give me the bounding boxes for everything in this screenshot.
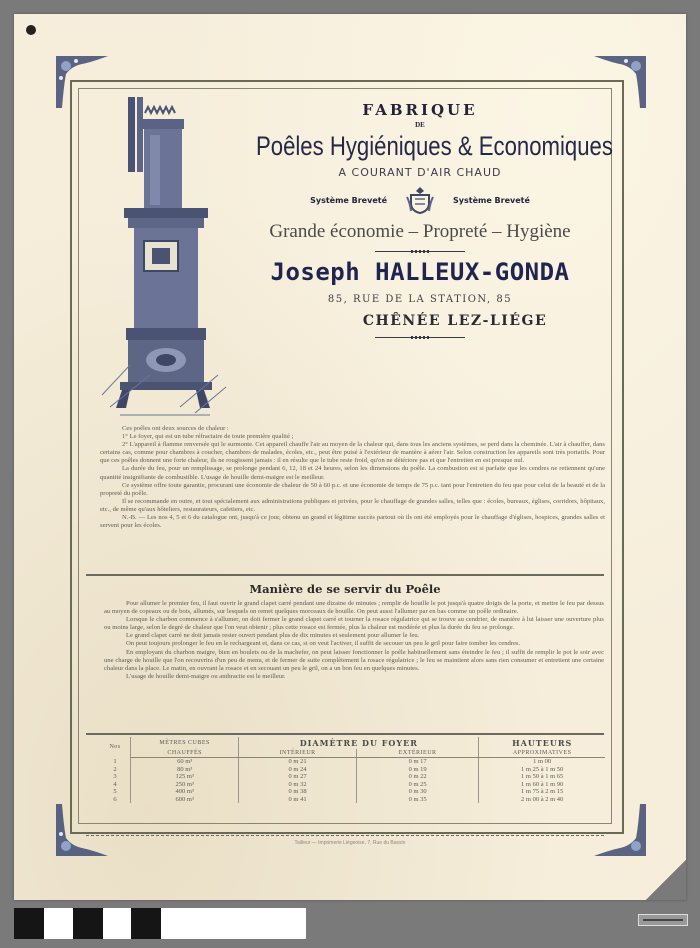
paragraph: Lorsque le charbon commence à s'allumer, on doit fermer le grand clapet carré et tourner la rosace régulatrice qui se trouve au cendrier, de manière à lui laisser une ouverture plus ou moins large, selon le degré de chaleur que l'on veut obtenir ; plus cette rosace est fermée, plus la chaleur est modérée et plus la durée du feu se prolonge. [104, 616, 604, 632]
paragraph: En employant du charbon maigre, bien en boulets ou de la machefer, on peut laisser fonctionner le poêle habituellement sans éteindre le feu ; il suffit de remplir le pot le soir avec une charge de houille que l'on recouvrira d'un peu de menu, et de fermer de suite complètement la rosace régulatrice ; le feu se maintient alors sans rien consumer et entretient une certaine chaleur dans la place. Le matin, en ouvrant la rosace et en secouant un peu le gril, on a un bon feu en quelques minutes. [104, 648, 604, 672]
cell-inner: 0 m 27 [239, 773, 357, 781]
cell-height: 1 m 50 à 1 m 65 [521, 773, 564, 780]
paragraph: Pour allumer le premier feu, il faut ouvrir le grand clapet carré pendant une dizaine de minutes ; remplir de houille le pot jusqu'à quatre doigts de la porte, et mettre le feu par dessus au moyen de copeaux ou de bois, allumés, sur lesquels on remet quelques morceaux de houille. On peut aussi l'allumer par en bas comme un poêle ordinaire. [104, 600, 604, 616]
table-row [100, 766, 605, 774]
paragraph: 2° L'appareil à flamme renversée qui le surmonte. Cet appareil chauffe l'air au moyen de la chaleur qui, dans tous les anciens systèmes, se perd dans la cheminée. L'air à chauffer, dans certains cas, comme pour chambres à coucher, chambres de malades, écoles, etc., peut être puisé à l'extérieur de manière à aérer l'air. Selon construction les appareils sont très portatifs. Pour que ces poêles donnent une forte chaleur, ils ne rougissent jamais : il en résulte que le tube reste froid, qu'on ne détériore pas et que l'entretien en est presque nul. [100, 441, 605, 465]
cell-inner: 0 m 24 [239, 766, 357, 774]
paragraph: N.-B. — Les nos 4, 5 et 6 du catalogue ont, jusqu'à ce jour, obtenu un grand et légitime succès partout où ils ont été employés pour le chauffage d'églises, hospices, grandes salles et servent pour les écoles. [100, 514, 605, 530]
cell-volume: 600 m³ [131, 796, 239, 804]
scale-segment [131, 908, 161, 939]
stove-illustration [100, 95, 230, 420]
usage-text [104, 600, 604, 681]
punch-hole [26, 25, 36, 35]
table-divider [86, 733, 604, 735]
scale-segment [73, 908, 103, 939]
paragraph: 1° Le foyer, qui est un tube réfractaire de toute première qualité ; [122, 433, 294, 441]
divider [375, 337, 465, 338]
product-title: Poêles Hygiéniques & Economiques [256, 131, 613, 161]
maker-name: Joseph HALLEUX-GONDA [270, 258, 570, 286]
cell-no: 5 [100, 788, 131, 796]
cell-outer: 0 m 30 [356, 788, 478, 796]
cell-height: 1 m 00 [533, 758, 552, 765]
cell-inner: 0 m 41 [239, 796, 357, 804]
color-scale-bar [14, 908, 306, 939]
paragraph: Il se recommande en outre, et tout spécialement aux administrations publiques et privées, pour le chauffage de grandes salles, telles que : écoles, bureaux, églises, corridors, hôpitaux, etc., de même qu'aux hôteliers, restaurateurs, cafetiers, etc. [100, 497, 605, 513]
cell-inner: 0 m 38 [239, 788, 357, 796]
cell-volume: 250 m³ [131, 781, 239, 789]
address: 85, RUE DE LA STATION, 85 [327, 294, 513, 305]
section-divider [86, 574, 604, 576]
scale-segment [161, 908, 306, 939]
cell-outer: 0 m 35 [356, 796, 478, 804]
paragraph: La durée du feu, pour un remplissage, se prolonge pendant 6, 12, 18 et 24 heures, selon les dimensions du poêle. La combustion est si parfaite que les cendres ne retiennent qu'une quantité insignifiante de combustible. L'usage de houille demi-maigre est le meilleur. [100, 465, 605, 481]
cell-volume: 60 m³ [131, 758, 239, 766]
printer-divider [86, 835, 604, 836]
cell-inner: 0 m 32 [239, 781, 357, 789]
col-height: HAUTEURS [512, 738, 573, 748]
letterhead [220, 95, 620, 344]
city: CHÊNÉE LEZ-LIÉGE [362, 313, 548, 329]
col-volume-sub: CHAUFFÉS [131, 749, 239, 758]
scale-segment [44, 908, 73, 939]
table-row [100, 758, 605, 766]
cell-no: 3 [100, 773, 131, 781]
divider [375, 251, 465, 252]
col-diameter: DIAMÈTRE DU FOYER [239, 737, 479, 749]
paragraph: Le grand clapet carré ne doit jamais rester ouvert pendant plus de dix minutes et seulement pour allumer le feu. [126, 632, 420, 640]
cell-height: 2 m 00 à 2 m 40 [521, 795, 564, 803]
printer-imprint: Tailleur — Imprimerie Liégeoise, 7, Rue du Bassin [294, 840, 406, 846]
table-row [100, 788, 605, 796]
paragraph: L'usage de houille demi-maigre ou anthracite est le meilleur. [126, 672, 286, 680]
heading-de: DE [415, 121, 425, 129]
scale-segment [14, 908, 44, 939]
col-diameter-inner: INTÉRIEUR [239, 749, 357, 758]
cell-outer: 0 m 17 [356, 758, 478, 766]
product-subtitle: A COURANT D'AIR CHAUD [338, 166, 502, 179]
corner-ornament-icon [52, 800, 112, 860]
section-title: Manière de se servir du Poêle [249, 582, 441, 596]
cell-inner: 0 m 21 [239, 758, 357, 766]
scale-segment [103, 908, 131, 939]
tagline: Grande économie – Propreté – Hygiène [269, 221, 571, 242]
intro-text [100, 425, 605, 530]
table-row [100, 796, 605, 804]
col-number: Nos [100, 737, 131, 758]
patent-row [220, 185, 620, 215]
cell-height: 1 m 25 à 1 m 50 [521, 765, 564, 773]
paragraph: On peut toujours prolonger le feu en le rechargeant et, dans ce cas, si on veut l'activer, il suffit de secouer un peu le gril pour faire tomber les cendres. [126, 640, 521, 648]
cell-no: 1 [100, 758, 131, 766]
col-height-sub: APPROXIMATIVES [479, 749, 605, 758]
corner-ornament-icon [590, 800, 650, 860]
cell-volume: 400 m³ [131, 788, 239, 796]
cell-no: 6 [100, 796, 131, 804]
patent-label-right: Système Breveté [453, 195, 530, 205]
cell-height: 1 m 75 à 2 m 15 [521, 788, 564, 795]
cell-volume: 80 m³ [131, 766, 239, 774]
cell-outer: 0 m 22 [356, 773, 478, 781]
heading-fabrique: FABRIQUE [362, 101, 478, 119]
coat-of-arms-icon [405, 185, 435, 215]
paragraph: Ce système offre toute garantie, procurant une économie de chaleur de 50 à 60 p.c. et une économie de temps de 75 p.c. tant pour l'entretien du feu que pour celui de la beauté et de la propreté du poêle. [100, 481, 605, 497]
col-volume: MÈTRES CUBES [131, 737, 239, 749]
cell-volume: 125 m³ [131, 773, 239, 781]
cell-outer: 0 m 25 [356, 781, 478, 789]
patent-label-left: Système Breveté [310, 195, 387, 205]
cell-no: 2 [100, 766, 131, 774]
col-diameter-outer: EXTÉRIEUR [356, 749, 478, 758]
cell-no: 4 [100, 781, 131, 789]
table-row [100, 781, 605, 789]
cell-height: 1 m 60 à 1 m 90 [521, 780, 564, 788]
paragraph: Ces poêles ont deux sources de chaleur : [122, 425, 229, 432]
specifications-table [100, 737, 605, 803]
cell-outer: 0 m 19 [356, 766, 478, 774]
archive-label [638, 914, 688, 926]
table-row [100, 773, 605, 781]
